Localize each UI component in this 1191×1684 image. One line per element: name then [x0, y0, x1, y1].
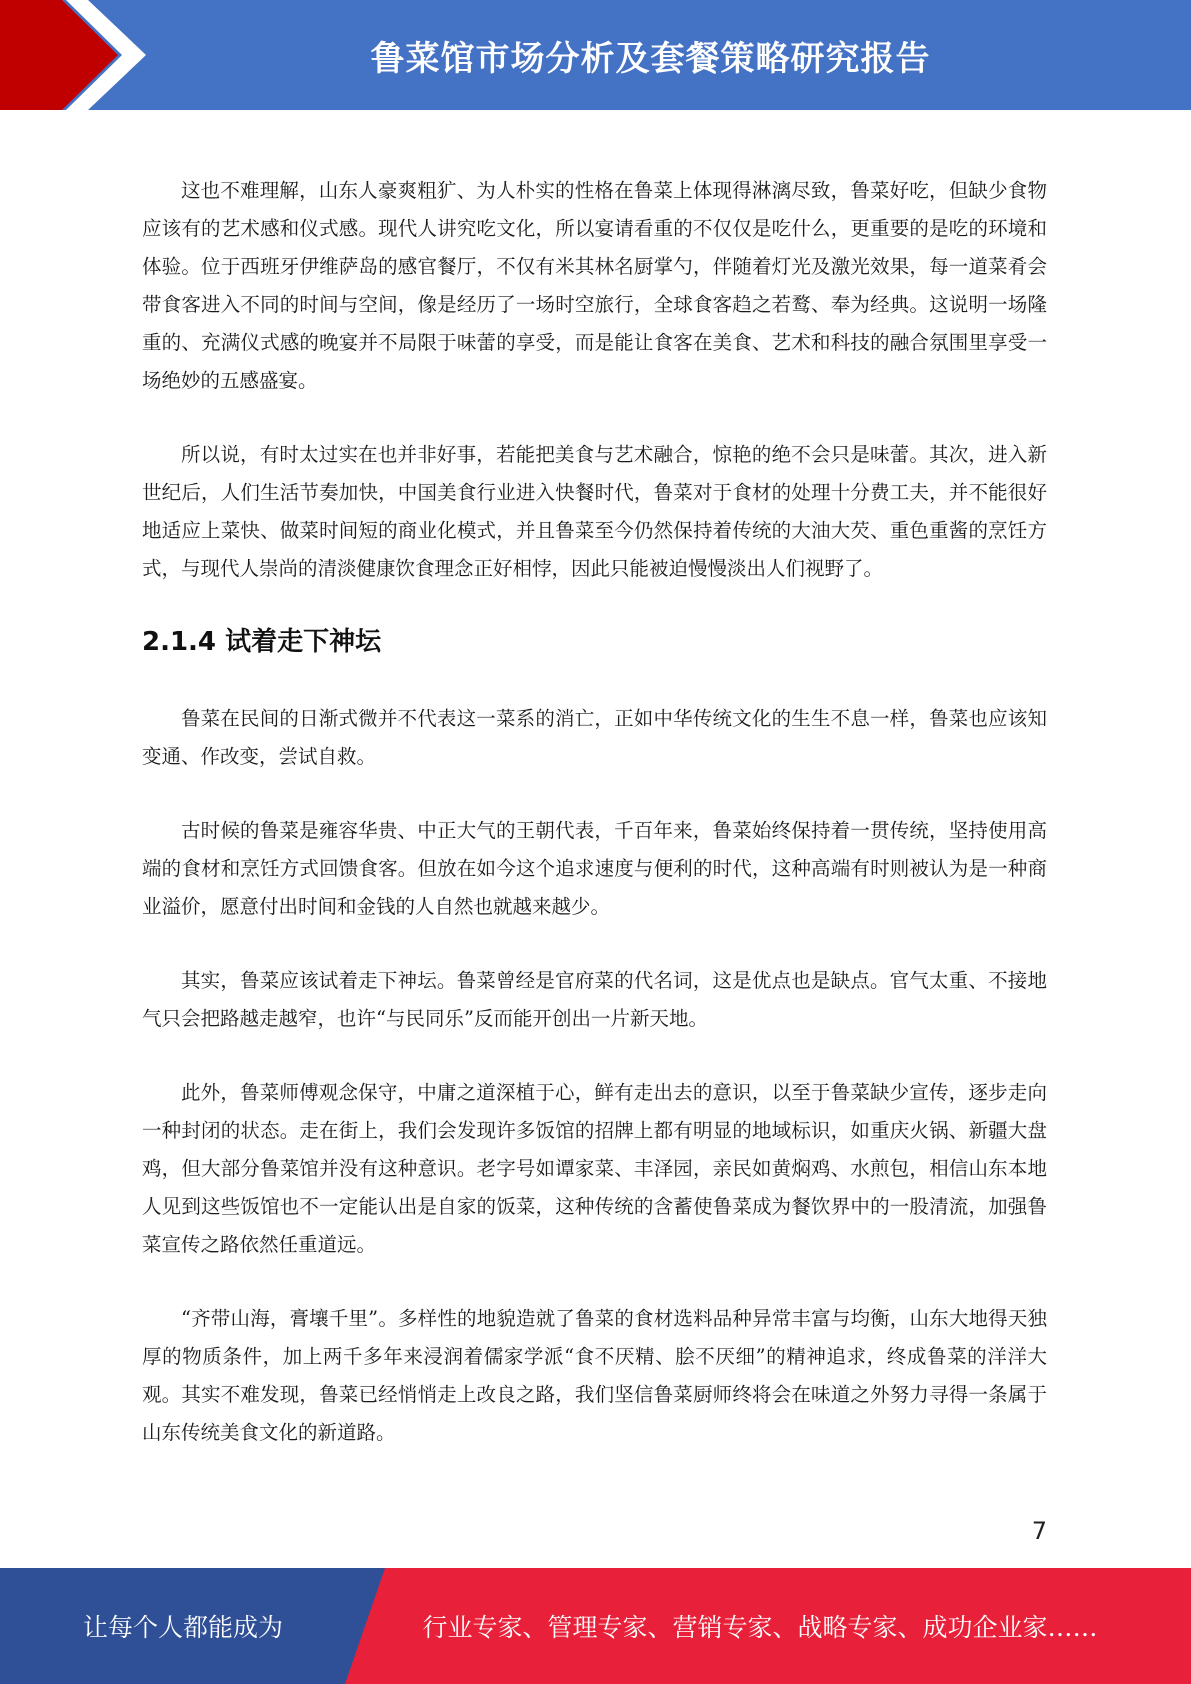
paragraph-7: “齐带山海，膏壤千里”。多样性的地貌造就了鲁菜的食材选料品种异常丰富与均衡，山东大地得天独厚的物质条件，加上两千多年来浸润着儒家学派“食不厌精、脍不厌细”的精神追求，终成鲁菜的洋洋大观。其实不难发现，鲁菜已经悄悄走上改良之路，我们坚信鲁菜厨师终将会在味道之外努力寻得一条属于山东传统美食文化的新道路。 — [142, 1307, 1047, 1444]
paragraph-5: 其实，鲁菜应该试着走下神坛。鲁菜曾经是官府菜的代名词，这是优点也是缺点。官气太重、不接地气只会把路越走越窄，也许“与民同乐”反而能开创出一片新天地。 — [142, 969, 1047, 1030]
paragraph-1: 这也不难理解，山东人豪爽粗犷、为人朴实的性格在鲁菜上体现得淋漓尽致，鲁菜好吃，但缺少食物应该有的艺术感和仪式感。现代人讲究吃文化，所以宴请看重的不仅仅是吃什么，更重要的是吃的环境和体验。位于西班牙伊维萨岛的感官餐厅，不仅有米其林名厨掌勺，伴随着灯光及激光效果，每一道菜肴会带食客进入不同的时间与空间，像是经历了一场时空旅行，全球食客趋之若鹜、奉为经典。这说明一场隆重的、充满仪式感的晚宴并不局限于味蕾的享受，而是能让食客在美食、艺术和科技的融合氛围里享受一场绝妙的五感盛宴。 — [142, 179, 1047, 392]
header-arrow-decoration — [0, 0, 150, 110]
paragraph-6: 此外，鲁菜师傅观念保守，中庸之道深植于心，鲜有走出去的意识，以至于鲁菜缺少宣传，逐步走向一种封闭的状态。走在街上，我们会发现许多饭馆的招牌上都有明显的地域标识，如重庆火锅、新疆大盘鸡，但大部分鲁菜馆并没有这种意识。老字号如谭家菜、丰泽园，亲民如黄焖鸡、水煎包，相信山东本地人见到这些饭馆也不一定能认出是自家的饭菜，这种传统的含蓄使鲁菜成为餐饮界中的一股清流，加强鲁菜宣传之路依然任重道远。 — [142, 1081, 1047, 1256]
report-title: 鲁菜馆市场分析及套餐策略研究报告 — [370, 38, 931, 79]
footer-slogan-right: 行业专家、管理专家、营销专家、战略专家、成功企业家…… — [422, 1613, 1098, 1642]
page-number: 7 — [1031, 1517, 1047, 1545]
section-heading: 2.1.4 试着走下神坛 — [142, 627, 382, 657]
paragraph-2: 所以说，有时太过实在也并非好事，若能把美食与艺术融合，惊艳的绝不会只是味蕾。其次，进入新世纪后，人们生活节奏加快，中国美食行业进入快餐时代，鲁菜对于食材的处理十分费工夫，并不能很好地适应上菜快、做菜时间短的商业化模式，并且鲁菜至今仍然保持着传统的大油大芡、重色重酱的烹饪方式，与现代人崇尚的清淡健康饮食理念正好相悖，因此只能被迫慢慢淡出人们视野了。 — [142, 443, 1047, 580]
page-header — [0, 0, 1191, 110]
page-footer — [0, 1568, 1191, 1684]
paragraph-4: 古时候的鲁菜是雍容华贵、中正大气的王朝代表，千百年来，鲁菜始终保持着一贯传统，坚持使用高端的食材和烹饪方式回馈食客。但放在如今这个追求速度与便利的时代，这种高端有时则被认为是一种商业溢价，愿意付出时间和金钱的人自然也就越来越少。 — [142, 819, 1047, 918]
page-content — [142, 172, 1047, 1488]
paragraph-3: 鲁菜在民间的日渐式微并不代表这一菜系的消亡，正如中华传统文化的生生不息一样，鲁菜也应该知变通、作改变，尝试自救。 — [142, 707, 1047, 768]
footer-slogan-left: 让每个人都能成为 — [82, 1613, 283, 1642]
